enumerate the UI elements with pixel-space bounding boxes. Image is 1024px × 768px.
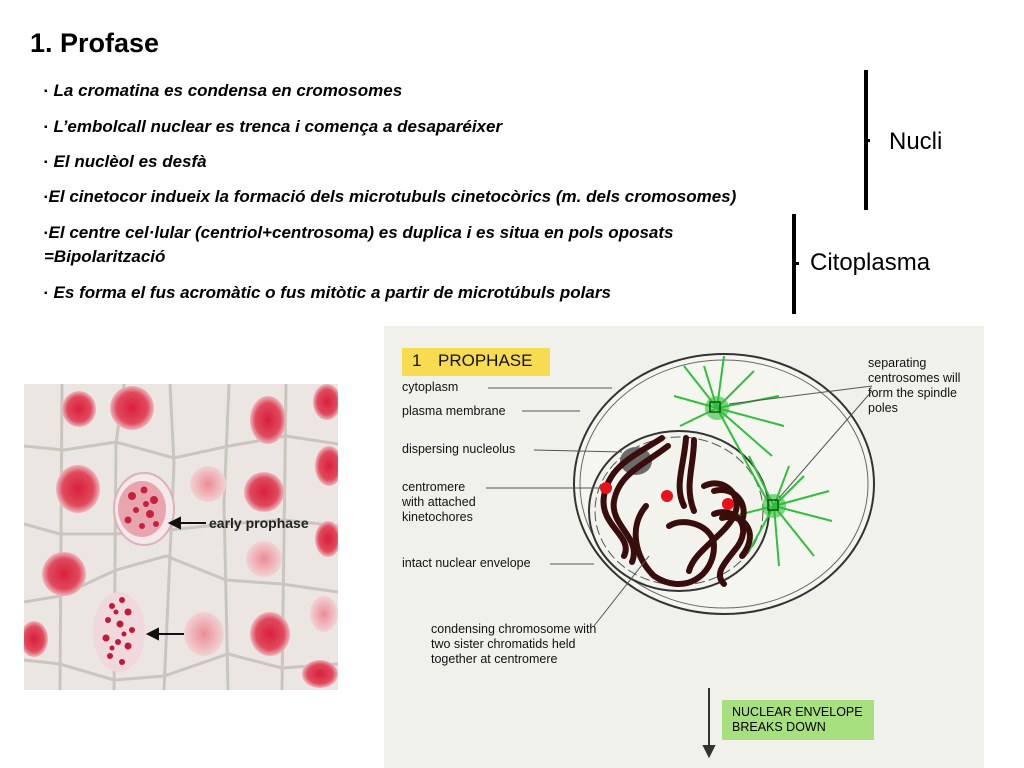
bullet-marker-icon: ▪ bbox=[44, 288, 48, 299]
bullet-item bbox=[44, 151, 207, 176]
next-stage-badge bbox=[722, 700, 874, 740]
phase-name: PROPHASE bbox=[438, 351, 533, 370]
onion-root-micrograph bbox=[24, 384, 338, 690]
separating-centrosomes-label: poles bbox=[868, 401, 898, 415]
separating-centrosomes-label: separating bbox=[868, 356, 927, 370]
micrograph-image bbox=[24, 384, 338, 690]
separating-centrosomes-label: centrosomes will bbox=[868, 371, 961, 385]
bullet-text: El cinetocor indueix la formació dels microtubuls cinetocòrics (m. dels cromosomes) bbox=[48, 187, 737, 206]
phase-number: 1 bbox=[412, 351, 422, 370]
condensing-chromosome-label: two sister chromatids held bbox=[431, 637, 576, 651]
early-prophase-label: early prophase bbox=[209, 515, 309, 531]
bullet-marker-icon: ▪ bbox=[44, 157, 48, 168]
centromere-label: kinetochores bbox=[402, 510, 473, 524]
slide-title: 1. Profase bbox=[30, 28, 160, 58]
condensing-chromosome-label: together at centromere bbox=[431, 652, 558, 666]
condensing-chromosome-label: condensing chromosome with bbox=[431, 622, 597, 636]
next-stage-text: NUCLEAR ENVELOPE bbox=[732, 705, 863, 719]
dispersing-nucleolus-label: dispersing nucleolus bbox=[402, 442, 516, 456]
bullet-item bbox=[44, 222, 674, 247]
bullet-marker-icon: ▪ bbox=[44, 192, 48, 203]
bullet-text: La cromatina es condensa en cromosomes bbox=[53, 81, 403, 100]
nucleus-label: Nucli bbox=[889, 128, 943, 155]
cytoplasm-label: cytoplasm bbox=[402, 380, 459, 394]
phase-badge bbox=[402, 348, 550, 376]
plasma-membrane-label: plasma membrane bbox=[402, 404, 506, 418]
intact-envelope-label: intact nuclear envelope bbox=[402, 556, 531, 570]
bullet-text: El centre cel·lular (centriol+centrosoma) es duplica i es situa en pols oposats bbox=[48, 223, 674, 242]
next-stage-text: BREAKS DOWN bbox=[732, 720, 826, 734]
bullet-item bbox=[44, 80, 402, 105]
bullet-marker-icon: ▪ bbox=[44, 228, 48, 239]
bullet-item bbox=[44, 116, 502, 141]
centromere-label: with attached bbox=[402, 495, 476, 509]
bullet-marker-icon: ▪ bbox=[44, 122, 48, 133]
bullet-text: El nuclèol es desfà bbox=[53, 152, 207, 171]
bullet-item bbox=[44, 282, 611, 307]
bracket-tick bbox=[867, 139, 870, 142]
bullet-continuation: =Bipolarització bbox=[44, 247, 166, 266]
centromere-label: centromere bbox=[402, 480, 466, 494]
bullet-marker-icon: ▪ bbox=[44, 86, 48, 97]
cytoplasm-label: Citoplasma bbox=[810, 249, 931, 276]
bullet-item bbox=[44, 186, 736, 211]
separating-centrosomes-label: form the spindle bbox=[868, 386, 957, 400]
bullet-text: L’embolcall nuclear es trenca i comença a desaparéixer bbox=[53, 117, 503, 136]
prophase-diagram bbox=[384, 326, 984, 768]
bracket-tick bbox=[796, 262, 799, 265]
bullet-text: Es forma el fus acromàtic o fus mitòtic a partir de microtúbuls polars bbox=[53, 283, 611, 302]
